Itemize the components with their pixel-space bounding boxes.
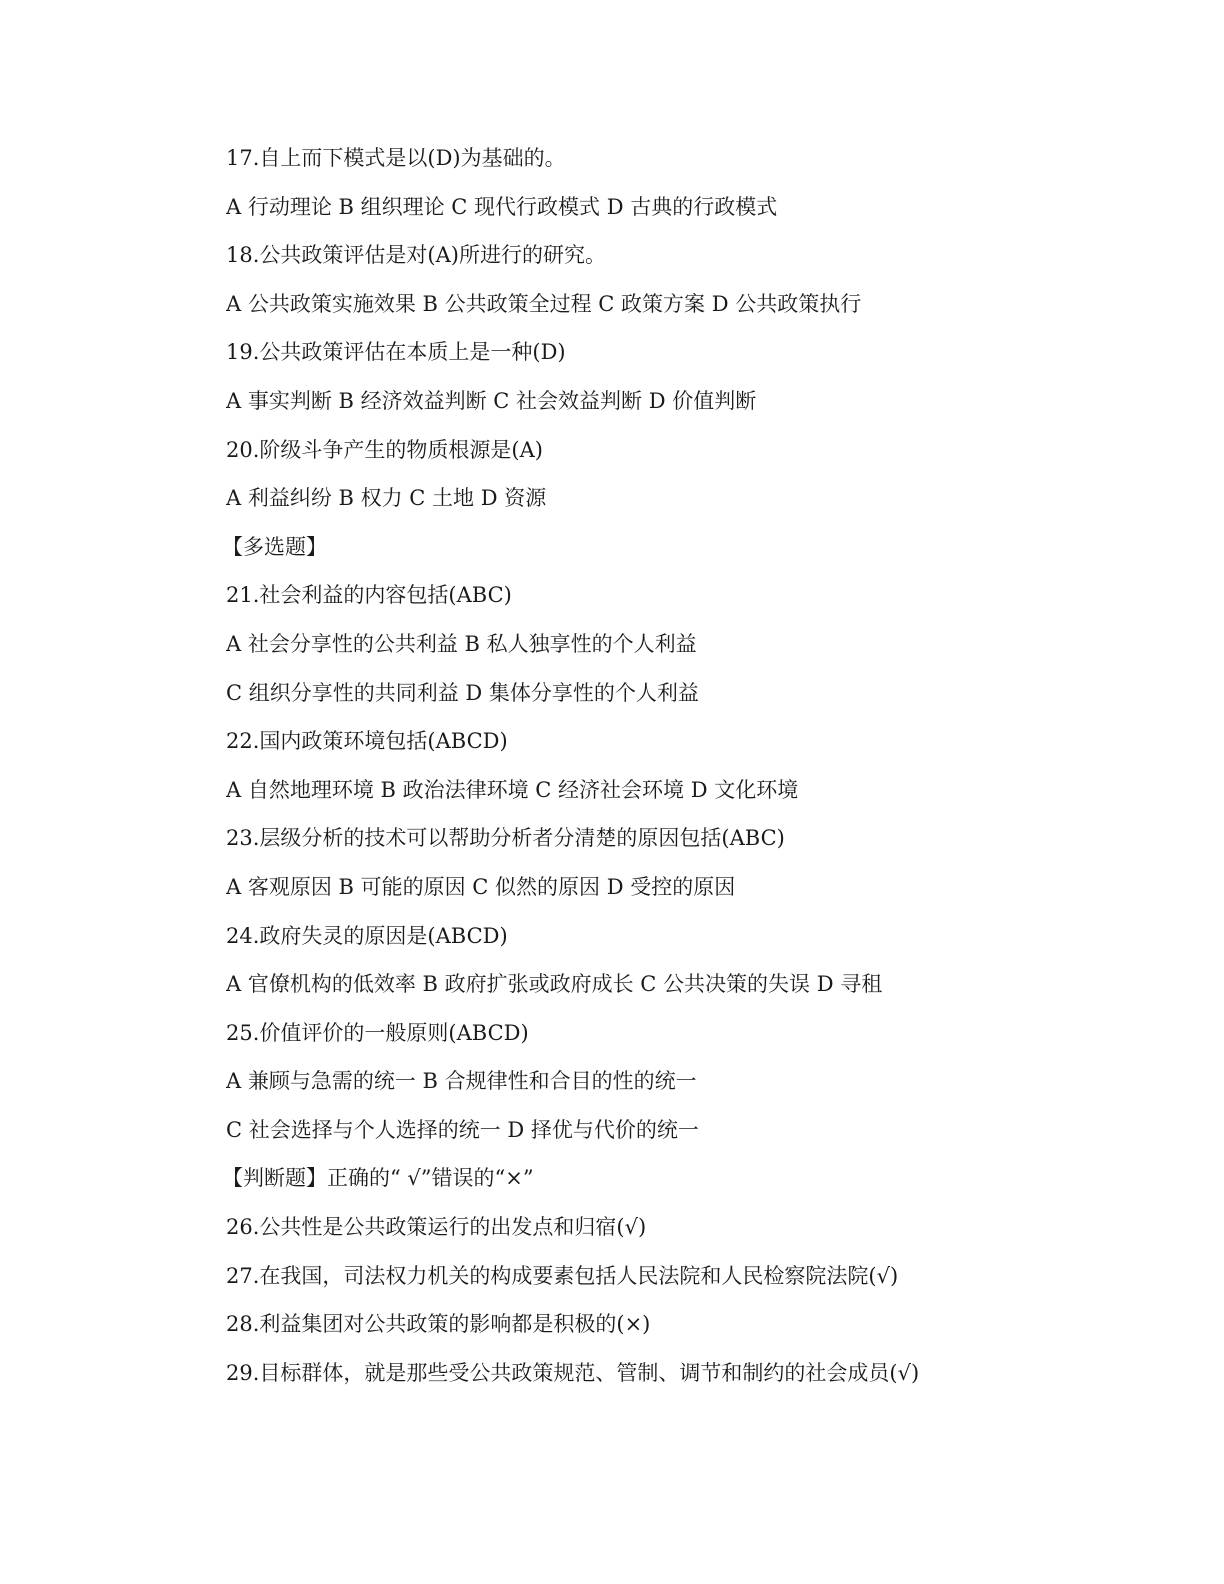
question-21: 21.社会利益的内容包括(ABC): [226, 583, 512, 608]
question-19-options: A 事实判断 B 经济效益判断 C 社会效益判断 D 价值判断: [226, 388, 757, 413]
question-25-options-ab: A 兼顾与急需的统一 B 合规律性和合目的性的统一: [226, 1069, 697, 1094]
question-26: 26.公共性是公共政策运行的出发点和归宿(√): [226, 1215, 647, 1240]
question-17-options: A 行动理论 B 组织理论 C 现代行政模式 D 古典的行政模式: [226, 194, 778, 219]
question-17: 17.自上而下模式是以(D)为基础的。: [226, 146, 566, 170]
question-19: 19.公共政策评估在本质上是一种(D): [226, 340, 566, 365]
question-22-options: A 自然地理环境 B 政治法律环境 C 经济社会环境 D 文化环境: [226, 777, 799, 802]
question-22: 22.国内政策环境包括(ABCD): [226, 729, 508, 754]
section-heading-true-false: 【判断题】正确的“ √”错误的“×”: [222, 1166, 534, 1191]
question-25-options-cd: C 社会选择与个人选择的统一 D 择优与代价的统一: [226, 1117, 699, 1142]
question-23: 23.层级分析的技术可以帮助分析者分清楚的原因包括(ABC): [226, 826, 785, 851]
question-20: 20.阶级斗争产生的物质根源是(A): [226, 437, 543, 462]
question-24: 24.政府失灵的原因是(ABCD): [226, 923, 508, 948]
section-heading-multiple-choice: 【多选题】: [222, 534, 327, 559]
question-20-options: A 利益纠纷 B 权力 C 土地 D 资源: [226, 486, 547, 511]
question-23-options: A 客观原因 B 可能的原因 C 似然的原因 D 受控的原因: [226, 874, 736, 899]
question-25: 25.价值评价的一般原则(ABCD): [226, 1020, 529, 1045]
question-29: 29.目标群体，就是那些受公共政策规范、管制、调节和制约的社会成员(√): [226, 1360, 920, 1385]
question-21-options-ab: A 社会分享性的公共利益 B 私人独享性的个人利益: [226, 631, 697, 656]
document-body: [222, 134, 1126, 1397]
question-28: 28.利益集团对公共政策的影响都是积极的(×): [226, 1312, 651, 1337]
question-21-options-cd: C 组织分享性的共同利益 D 集体分享性的个人利益: [226, 680, 699, 705]
question-24-options: A 官僚机构的低效率 B 政府扩张或政府成长 C 公共决策的失误 D 寻租: [226, 972, 883, 997]
question-18: 18.公共政策评估是对(A)所进行的研究。: [226, 243, 606, 268]
question-18-options: A 公共政策实施效果 B 公共政策全过程 C 政策方案 D 公共政策执行: [226, 291, 862, 316]
question-27: 27.在我国，司法权力机关的构成要素包括人民法院和人民检察院法院(√): [226, 1263, 899, 1288]
